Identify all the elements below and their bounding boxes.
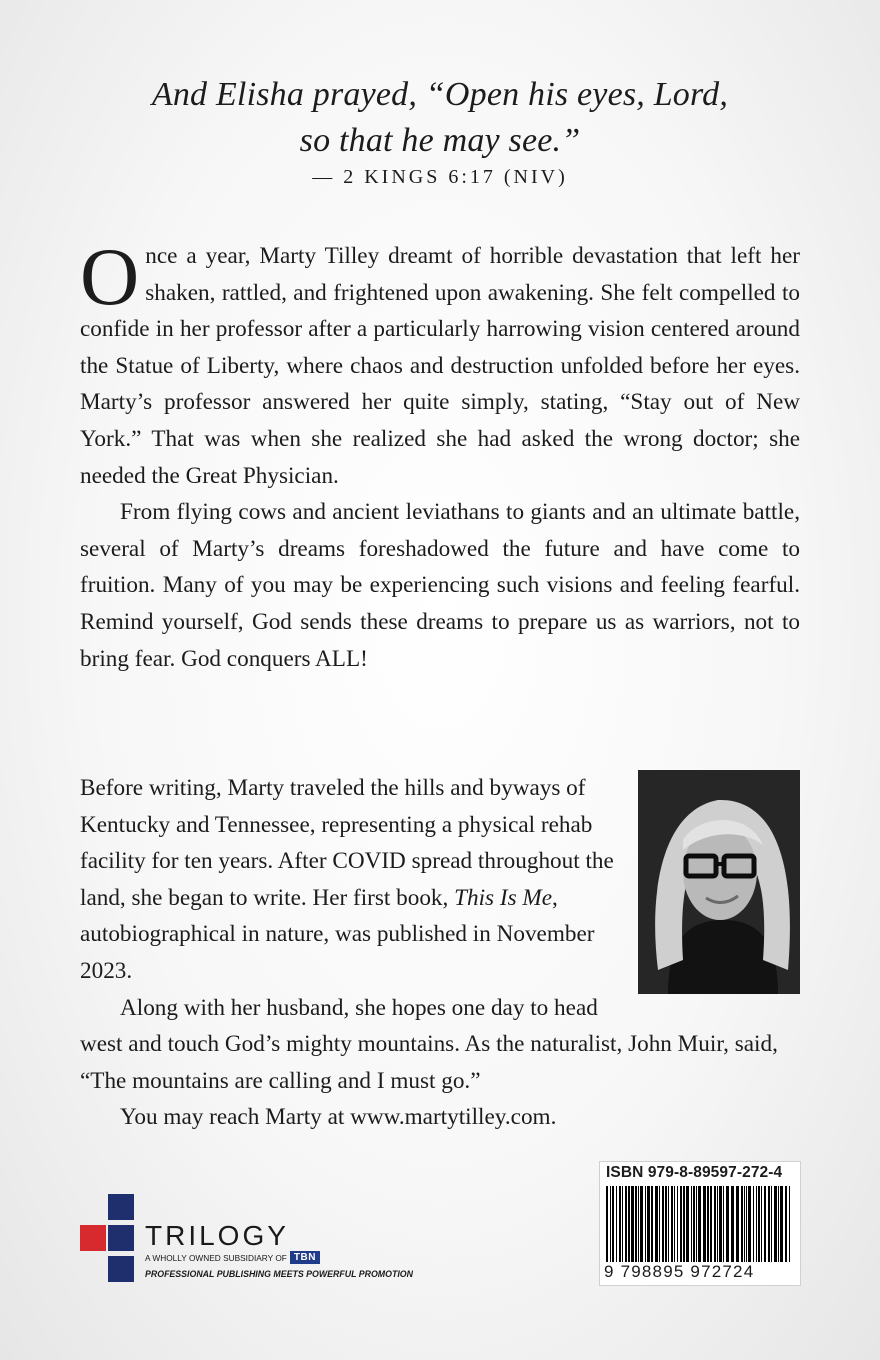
barcode-bar <box>619 1186 621 1262</box>
barcode-bar <box>662 1186 664 1262</box>
barcode-bar <box>789 1186 790 1262</box>
barcode-bar <box>638 1186 639 1262</box>
barcode-bar <box>764 1186 766 1262</box>
barcode-bar <box>726 1186 729 1262</box>
barcode-bar <box>628 1186 630 1262</box>
author-bio <box>80 770 800 1136</box>
barcode-bar <box>707 1186 709 1262</box>
bio-paragraph-1: Before writing, Marty traveled the hills and byways of Kentucky and Tennessee, representing a physical rehab facility for ten years. After COVID spread throughout the land, she began to write. Her first book, This Is Me, autobiographical in nature, was published in November 2023. <box>80 775 614 984</box>
barcode-bar <box>744 1186 745 1262</box>
barcode-bar <box>655 1186 658 1262</box>
isbn-label: ISBN 979-8-89597-272-4 <box>606 1164 783 1181</box>
publisher-subsidiary-line: A WHOLLY OWNED SUBSIDIARY OF TBN <box>145 1251 320 1264</box>
barcode-bar <box>771 1186 772 1262</box>
barcode-bar <box>616 1186 617 1262</box>
barcode-bar <box>698 1186 701 1262</box>
barcode-digits: 9 798895 972724 <box>604 1262 755 1281</box>
barcode-bar <box>635 1186 637 1262</box>
bio-paragraph-2: Along with her husband, she hopes one day to head west and touch God’s mighty mountains. As the naturalist, John Muir, said, “The mountains are calling and I must go.” <box>80 994 778 1094</box>
barcode-bar <box>756 1186 757 1262</box>
isbn-barcode-box <box>599 1161 801 1286</box>
barcode-bar <box>691 1186 692 1262</box>
barcode-bar <box>748 1186 751 1262</box>
trilogy-logo-icon <box>80 1192 142 1284</box>
barcode-bar <box>719 1186 722 1262</box>
publisher-name: TRILOGY <box>145 1220 289 1251</box>
barcode-bar <box>774 1186 777 1262</box>
barcode-bar <box>696 1186 697 1262</box>
barcode-bar <box>606 1186 608 1262</box>
barcode-bar <box>778 1186 779 1262</box>
publisher-logo <box>80 1192 440 1284</box>
barcode-bar <box>746 1186 747 1262</box>
barcode-bar <box>768 1186 770 1262</box>
barcode <box>606 1186 794 1262</box>
barcode-bar <box>677 1186 678 1262</box>
epigraph <box>0 72 880 189</box>
barcode-bar <box>683 1186 685 1262</box>
barcode-bar <box>680 1186 682 1262</box>
barcode-bar <box>785 1186 787 1262</box>
barcode-bar <box>710 1186 712 1262</box>
blurb-paragraph-1 <box>80 231 800 494</box>
barcode-bar <box>612 1186 614 1262</box>
epigraph-quote-line-1: And Elisha prayed, “Open his eyes, Lord, <box>151 76 729 113</box>
barcode-bar <box>736 1186 739 1262</box>
barcode-bar <box>731 1186 734 1262</box>
barcode-bar <box>622 1186 623 1262</box>
barcode-bar <box>665 1186 667 1262</box>
bio-paragraph-3: You may reach Marty at www.martytilley.com. <box>120 1104 557 1131</box>
barcode-bar <box>753 1186 754 1262</box>
barcode-bar <box>686 1186 689 1262</box>
barcode-bar <box>758 1186 760 1262</box>
tbn-logo: TBN <box>290 1251 320 1264</box>
barcode-bar <box>647 1186 650 1262</box>
barcode-bar <box>761 1186 762 1262</box>
barcode-bar <box>741 1186 743 1262</box>
book-blurb <box>80 231 800 677</box>
barcode-bar <box>723 1186 724 1262</box>
barcode-bar <box>714 1186 716 1262</box>
book-title: This Is Me <box>454 884 553 911</box>
epigraph-quote-line-2: so that he may see.” <box>299 122 581 159</box>
barcode-bar <box>703 1186 706 1262</box>
barcode-bar <box>631 1186 634 1262</box>
barcode-bar <box>693 1186 695 1262</box>
blurb-paragraph-1-text: nce a year, Marty Tilley dreamt of horrible devastation that left her shaken, rattled, and frightened upon awakening. She felt compelled to confide in her professor after a particularly harrowing vision centered around the Statue of Liberty, where chaos and destruction unfolded before her eyes. Marty’s professor answered her quite simply, stating, “Stay out of New York.” That was when she realized she had asked the wrong doctor; she needed the Great Physician. <box>80 243 800 489</box>
author-photo <box>638 770 800 994</box>
barcode-bar <box>717 1186 718 1262</box>
barcode-bar <box>645 1186 646 1262</box>
publisher-tagline: PROFESSIONAL PUBLISHING MEETS POWERFUL PROMOTION <box>145 1269 413 1279</box>
barcode-bar <box>668 1186 669 1262</box>
barcode-bar <box>674 1186 675 1262</box>
barcode-bar <box>651 1186 653 1262</box>
blurb-paragraph-2: From flying cows and ancient leviathans to giants and an ultimate battle, several of Marty’s dreams foreshadowed the future and have come to fruition. Many of you may be experiencing such visions and feeling fearful. Remind yourself, God sends these dreams to prepare us as warriors, not to bring fear. God conquers ALL! <box>80 499 800 672</box>
barcode-bar <box>671 1186 673 1262</box>
barcode-bar <box>659 1186 660 1262</box>
barcode-bar <box>780 1186 783 1262</box>
barcode-bar <box>610 1186 611 1262</box>
barcode-bar <box>640 1186 643 1262</box>
epigraph-reference: — 2 KINGS 6:17 (NIV) <box>312 166 568 188</box>
barcode-bar <box>625 1186 627 1262</box>
drop-cap: O <box>80 231 140 322</box>
